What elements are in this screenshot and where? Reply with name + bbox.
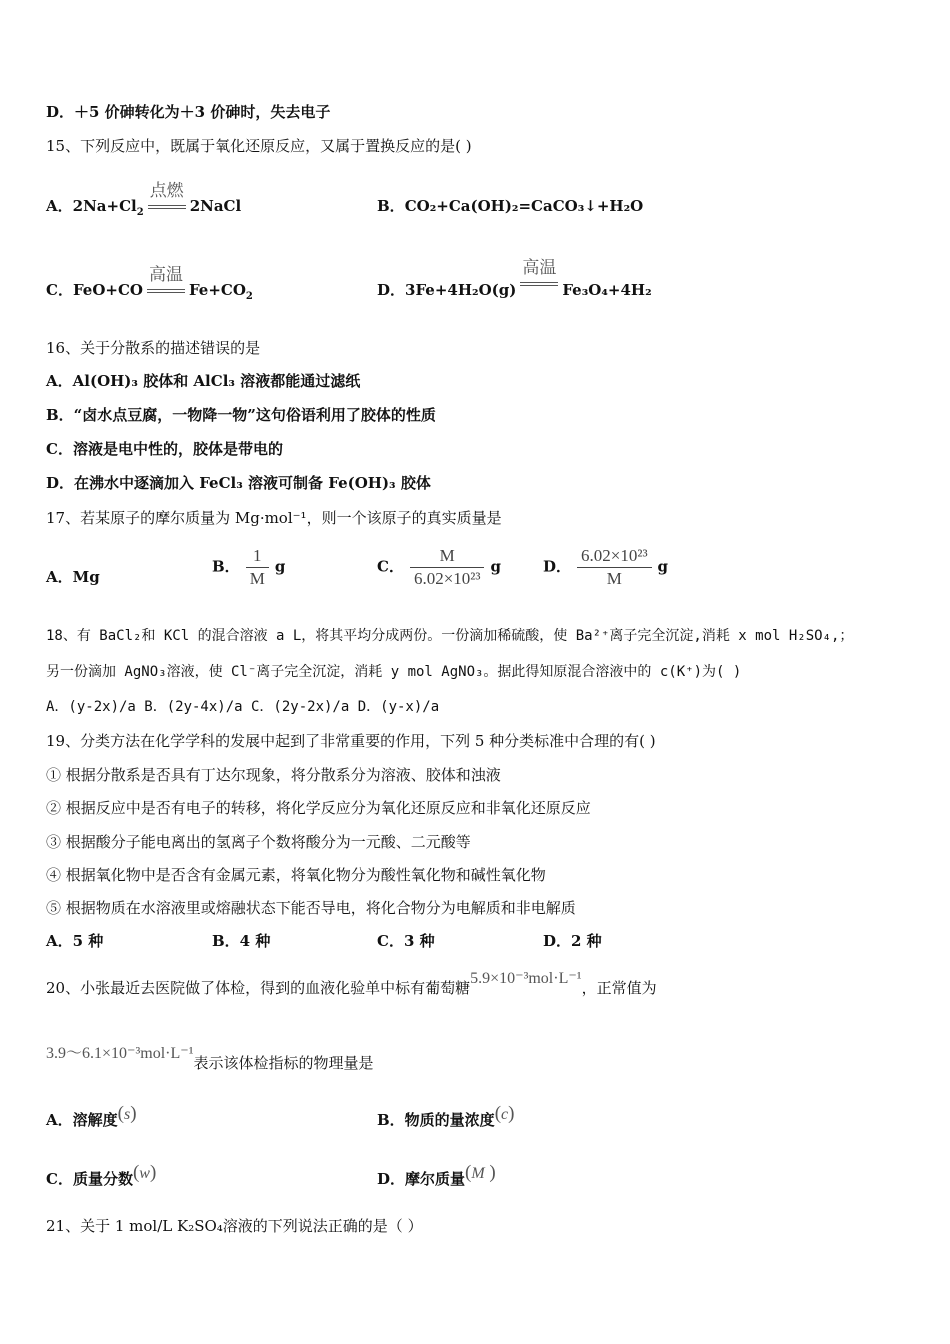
q20-stem-line2	[46, 1045, 374, 1074]
option-label: B．	[212, 557, 240, 576]
quantity-symbol: (M )	[465, 1162, 496, 1183]
q19-item-3: ③ 根据酸分子能电离出的氢离子个数将酸分为一元酸、二元酸等	[46, 833, 471, 851]
reaction-arrow	[148, 181, 186, 223]
q15-option-c	[46, 265, 253, 307]
q20-option-a	[46, 1103, 137, 1131]
q20-stem-c: 表示该体检指标的物理量是	[193, 1054, 374, 1072]
unit: g	[657, 557, 669, 576]
option-label: C．	[377, 557, 404, 576]
q15-option-d	[377, 258, 652, 300]
option-label: A．	[46, 197, 73, 215]
q20-option-c	[46, 1162, 157, 1190]
q14-option-d: D．＋5 价砷转化为＋3 价砷时，失去电子	[46, 103, 331, 121]
q19-option-c: C．3 种	[377, 932, 435, 950]
q17-option-c	[377, 545, 501, 590]
numerator: 1	[253, 546, 262, 565]
q19-option-b: B．4 种	[212, 932, 271, 950]
q17-option-a	[46, 567, 100, 587]
q19-stem: 19、分类方法在化学学科的发展中起到了非常重要的作用，下列 5 种分类标准中合理的有( )	[46, 732, 656, 750]
q18-stem-line2: 另一份滴加 AgNO₃溶液，使 Cl⁻离子完全沉淀，消耗 y mol AgNO₃。据此得知原混合溶液中的 c(K⁺)为( )	[46, 664, 742, 680]
glucose-value: 5.9×10⁻³mol·L⁻¹	[470, 970, 582, 987]
equation-rhs: Fe+CO	[188, 281, 246, 299]
option-label: B．	[377, 197, 405, 215]
q19-option-a: A．5 种	[46, 932, 104, 950]
option-label: D．	[543, 557, 572, 576]
q16-option-a: A．Al(OH)₃ 胶体和 AlCl₃ 溶液都能通过滤纸	[46, 372, 361, 390]
quantity-symbol: (c)	[494, 1103, 515, 1124]
q18-stem-line1: 18、有 BaCl₂和 KCl 的混合溶液 a L，将其平均分成两份。一份滴加稀硫酸，使 Ba²⁺离子完全沉淀,消耗 x mol H₂SO₄,；	[46, 628, 854, 644]
equation-lhs: 2Na+Cl	[72, 197, 137, 215]
reaction-arrow	[520, 258, 558, 300]
q19-option-d: D．2 种	[543, 932, 602, 950]
equation-lhs: FeO+CO	[72, 281, 143, 299]
q20-stem-a: 20、小张最近去医院做了体检，得到的血液化验单中标有葡萄糖	[46, 979, 471, 997]
option-label: A．	[46, 568, 73, 586]
option-label: D．	[377, 281, 406, 299]
denominator: M	[577, 567, 652, 590]
q16-stem: 16、关于分散系的描述错误的是	[46, 339, 261, 357]
q16-option-b: B．“卤水点豆腐，一物降一物”这句俗语利用了胶体的性质	[46, 406, 436, 424]
q18-options: A．(y-2x)/a B．(2y-4x)/a C．(2y-2x)/a D．(y-x)/a	[46, 699, 440, 715]
q19-item-5: ⑤ 根据物质在水溶液里或熔融状态下能否导电，将化合物分为电解质和非电解质	[46, 899, 576, 917]
q17-stem: 17、若某原子的摩尔质量为 Mg·mol⁻¹，则一个该原子的真实质量是	[46, 509, 502, 527]
q20-option-b	[377, 1103, 515, 1131]
q21-stem: 21、关于 1 mol/L K₂SO₄溶液的下列说法正确的是（ ）	[46, 1217, 423, 1235]
quantity-symbol: (w)	[132, 1162, 157, 1183]
q15-option-b	[377, 196, 643, 216]
q16-option-c: C．溶液是电中性的，胶体是带电的	[46, 440, 283, 458]
option-label: C．	[46, 281, 73, 299]
normal-range: 3.9～6.1×10⁻³mol·L⁻¹	[46, 1045, 194, 1062]
equation-lhs: 3Fe+4H₂O(g)	[405, 281, 517, 299]
reaction-arrow	[147, 265, 185, 307]
q20-stem-line1	[46, 970, 657, 999]
unit: g	[490, 557, 501, 576]
q16-option-d: D．在沸水中逐滴加入 FeCl₃ 溶液可制备 Fe(OH)₃ 胶体	[46, 474, 431, 492]
fraction	[410, 545, 485, 590]
q20-option-d	[377, 1162, 496, 1190]
reaction-condition: 点燃	[149, 181, 184, 201]
subscript: 2	[136, 207, 144, 218]
equation-rhs: Fe₃O₄+4H₂	[562, 281, 652, 299]
option-label: D．摩尔质量	[377, 1170, 466, 1188]
numerator: 6.02×10²³	[581, 546, 648, 565]
fraction	[577, 545, 652, 590]
q19-item-2: ② 根据反应中是否有电子的转移，将化学反应分为氧化还原反应和非氧化还原反应	[46, 799, 591, 817]
q17-option-b	[212, 545, 285, 590]
subscript: 2	[245, 291, 253, 302]
option-label: C．质量分数	[46, 1170, 133, 1188]
fraction	[246, 545, 269, 590]
reaction-condition: 高温	[522, 258, 557, 278]
quantity-symbol: (s)	[117, 1103, 137, 1124]
unit: g	[274, 557, 286, 576]
reaction-condition: 高温	[148, 265, 183, 285]
equation-rhs: 2NaCl	[189, 197, 242, 215]
option-value: Mg	[72, 568, 100, 586]
denominator: M	[246, 567, 269, 590]
denominator: 6.02×10²³	[410, 567, 485, 590]
numerator: M	[439, 546, 455, 565]
option-label: B．物质的量浓度	[377, 1111, 495, 1129]
equation: CO₂+Ca(OH)₂=CaCO₃↓+H₂O	[404, 197, 644, 215]
q20-stem-b: ，正常值为	[581, 979, 657, 997]
q15-option-a	[46, 181, 242, 223]
q19-item-1: ① 根据分散系是否具有丁达尔现象，将分散系分为溶液、胶体和浊液	[46, 766, 501, 784]
q15-stem: 15、下列反应中，既属于氧化还原反应，又属于置换反应的是( )	[46, 137, 472, 155]
q17-option-d	[543, 545, 668, 590]
option-label: A．溶解度	[46, 1111, 118, 1129]
q19-item-4: ④ 根据氧化物中是否含有金属元素，将氧化物分为酸性氧化物和碱性氧化物	[46, 866, 546, 884]
